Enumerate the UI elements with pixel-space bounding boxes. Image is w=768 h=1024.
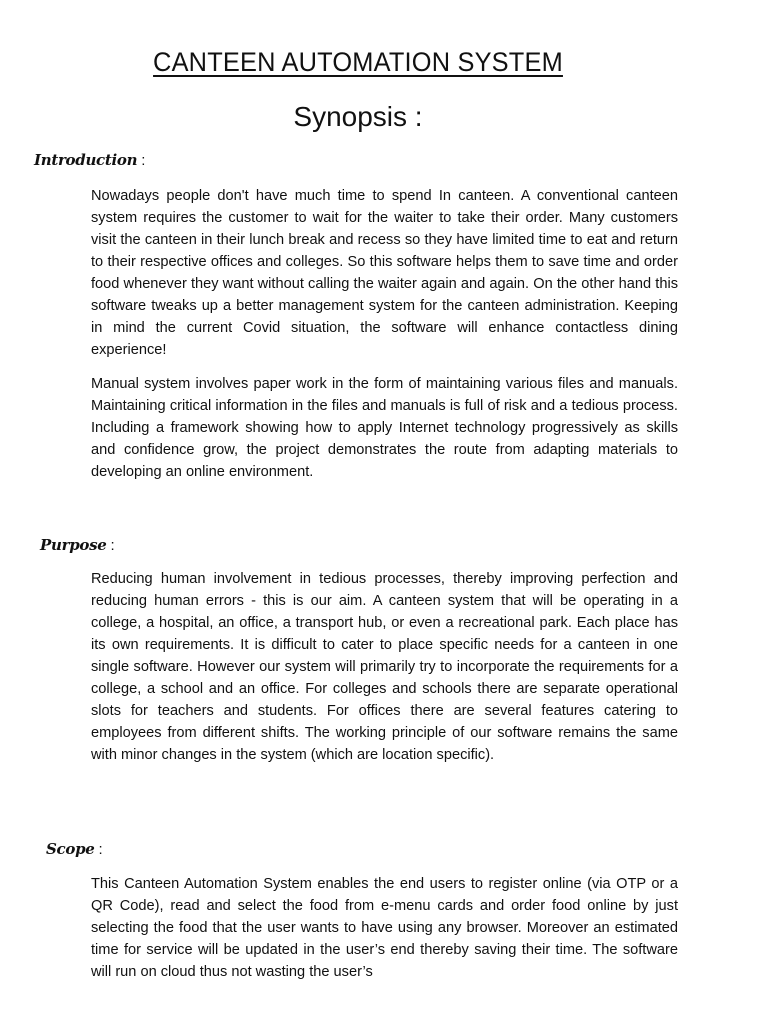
purpose-heading-label: Purpose (40, 536, 107, 554)
introduction-heading-colon: : (141, 152, 146, 169)
purpose-heading (40, 534, 114, 557)
scope-heading-colon: : (98, 841, 103, 858)
introduction-paragraph-2: Manual system involves paper work in the form of maintaining various files and manuals. Maintaining critical information in the files and manuals is full of risk and a tedious process. Including a framework showing how to apply Internet technology progressively as skills and confidence grow, the project demonstrates the route from adapting materials to developing an online environment. (91, 376, 678, 480)
introduction-heading (34, 149, 145, 172)
document-subtitle: Synopsis : (293, 101, 423, 132)
purpose-heading-colon: : (110, 537, 115, 554)
introduction-paragraph-1: Nowadays people don't have much time to spend In canteen. A conventional canteen system requires the customer to wait for the waiter to take their order. Many customers visit the canteen in their lunch break and recess so they have limited time to eat and return to their respective offices and colleges. So this software helps them to save time and order food whenever they want without calling the waiter again and again. On the other hand this software tweaks up a better management system for the canteen administration. Keeping in mind the current Covid situation, the software will enhance contactless dining experience! (91, 188, 678, 358)
scope-paragraph-1: This Canteen Automation System enables the end users to register online (via OTP or a QR Code), read and select the food from e-menu cards and order food online by just selecting the food that the user wants to have using any browser. Moreover an estimated time for service will be updated in the user’s end thereby saving their time. The software will run on cloud thus not wasting the user’s (91, 876, 678, 980)
document-title: CANTEEN AUTOMATION SYSTEM (153, 47, 563, 77)
scope-heading (46, 838, 102, 861)
introduction-heading-label: Introduction (34, 151, 138, 169)
scope-heading-label: Scope (46, 840, 95, 858)
purpose-paragraph-1: Reducing human involvement in tedious processes, thereby improving perfection and reducing human errors - this is our aim. A canteen system that will be operating in a college, a hospital, an office, a transport hub, or even a recreational park. Each place has its own requirements. It is difficult to cater to place specific needs for a canteen in one single software. However our system will primarily try to incorporate the requirements for a college, a school and an office. For colleges and schools there are separate operational slots for teachers and students. For offices there are several features catering to employees from different shifts. The working principle of our software remains the same with minor changes in the system (which are location specific). (91, 571, 678, 763)
